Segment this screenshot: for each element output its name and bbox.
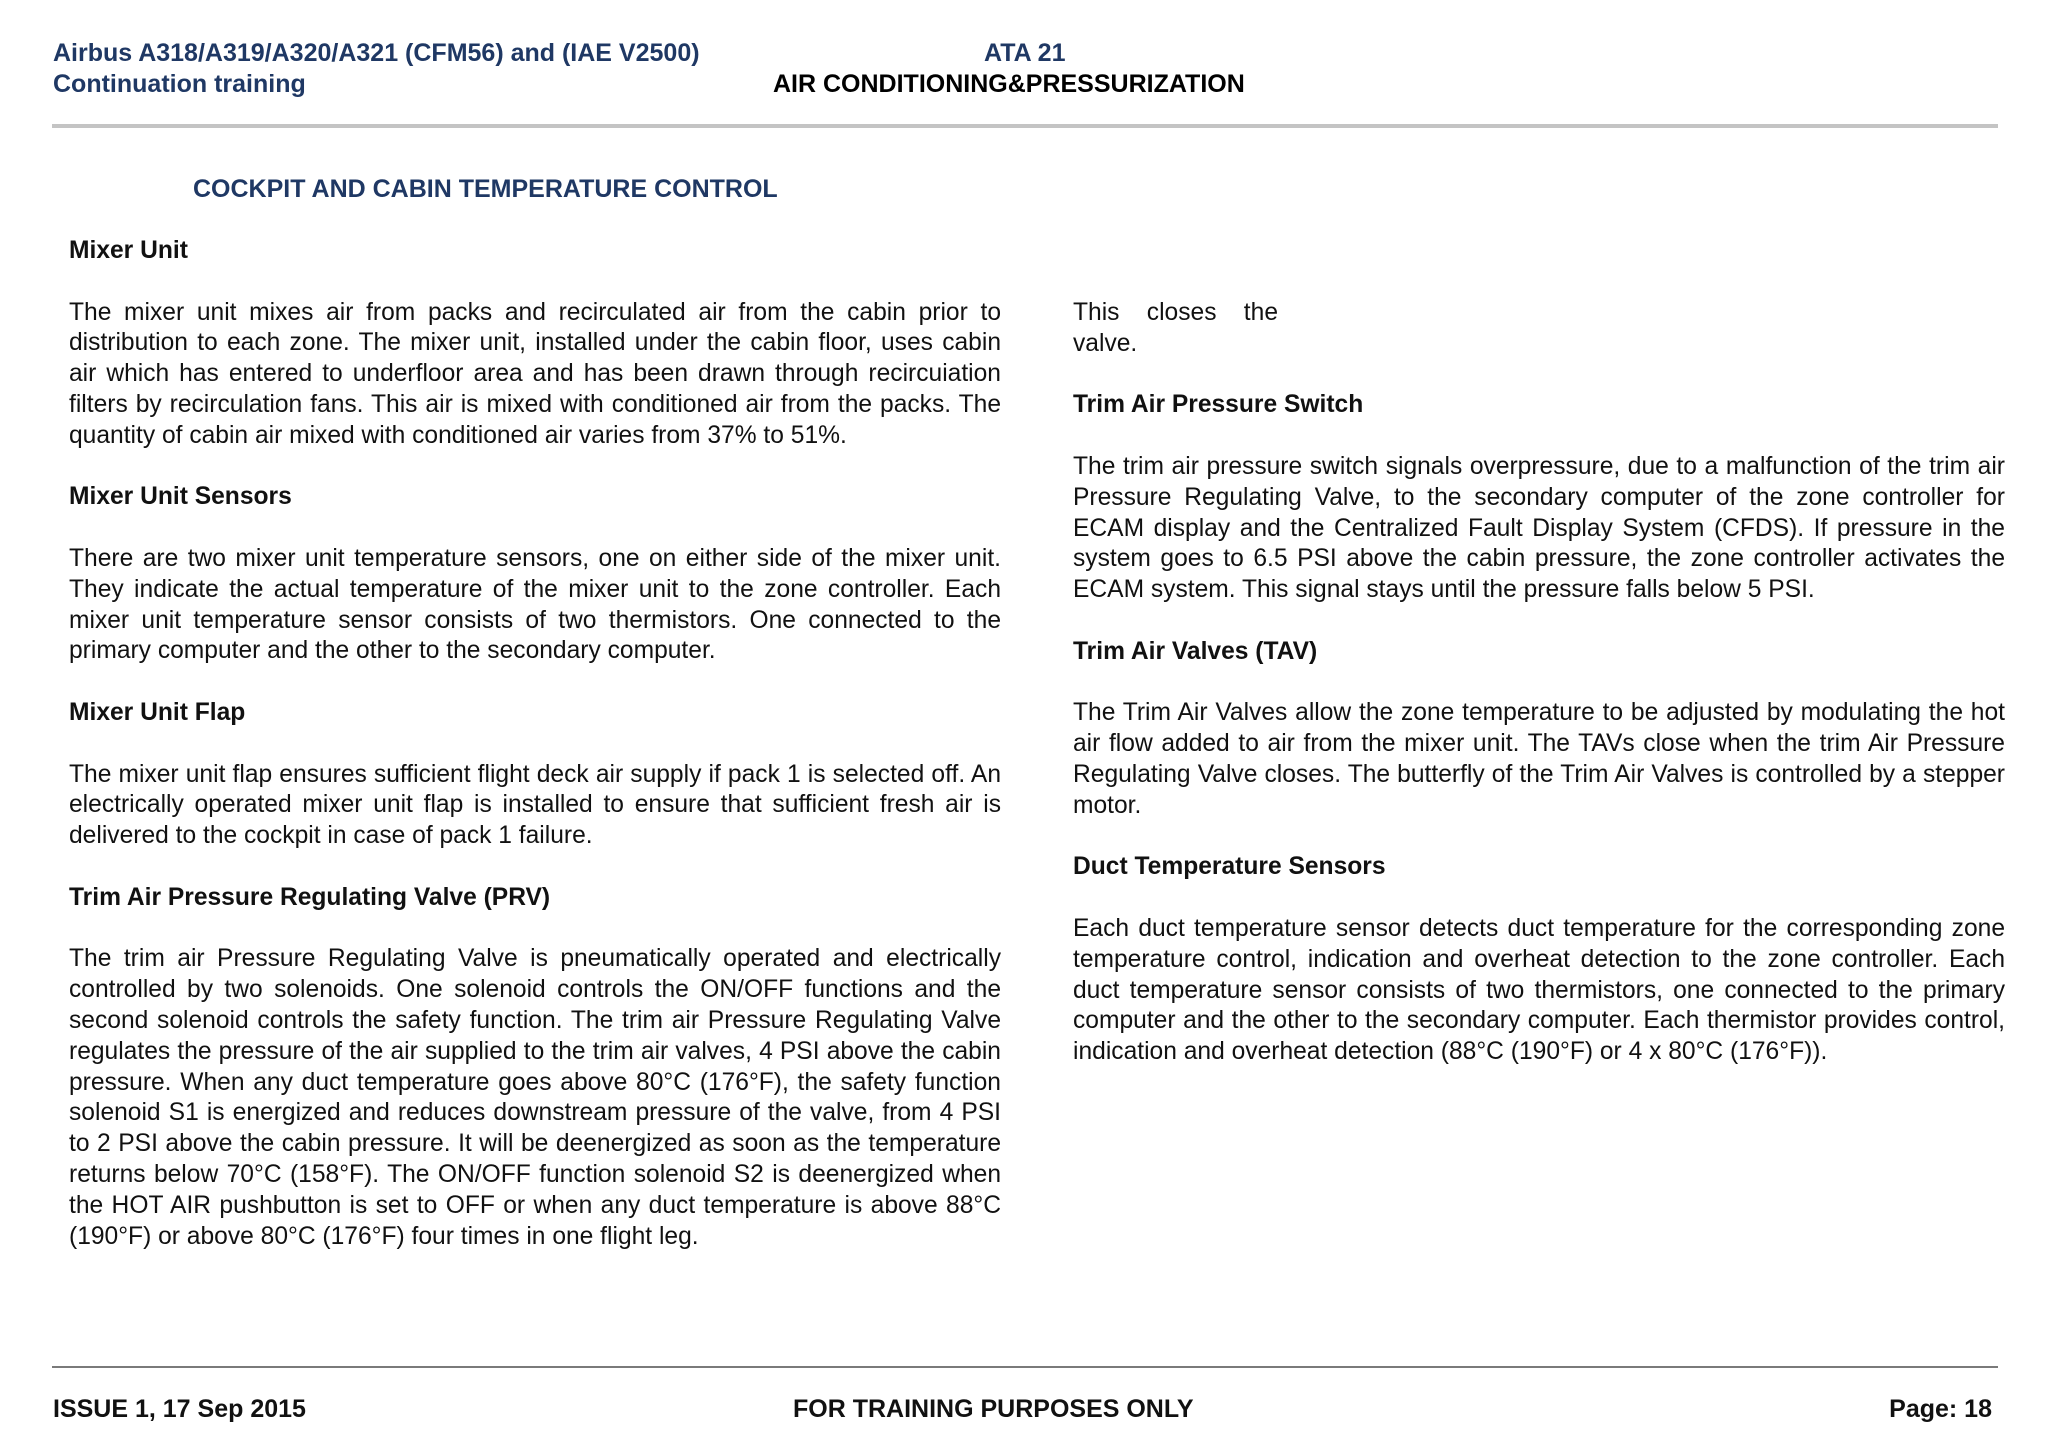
trim-air-prv-text: The trim air Pressure Regulating Valve is pneumatically operated and electrically controlled by two solenoids. One solenoid controls the ON/OFF functions and the second solenoid controls the safety function. The trim air Pressure Regulating Valve regulates the pressure of the air supplied to the trim air valves, 4 PSI above the cabin pressure. When any duct temperature goes above 80°C (176°F), the safety function solenoid S1 is energized and reduces downstream pressure of the valve, from 4 PSI to 2 PSI above the cabin pressure. It will be deenergized as soon as the temperature returns below 70°C (158°F). The ON/OFF function solenoid S2 is deenergized when the HOT AIR pushbutton is set to OFF or when any duct temperature is above 88°C (190°F) or above 80°C (176°F) four times in one flight leg.: [69, 945, 1001, 1250]
mixer-unit-flap-heading: Mixer Unit Flap: [69, 698, 246, 726]
valve-closes-line2: valve.: [1073, 329, 1138, 357]
trim-air-pressure-switch-text: The trim air pressure switch signals overpressure, due to a malfunction of the trim air Pressure Regulating Valve, to the secondary computer of the zone controller for ECAM display and the Centralized Fault Display System (CFDS). If pressure in the system goes to 6.5 PSI above the cabin pressure, the zone controller activates the ECAM system. This signal stays until the pressure falls below 5 PSI.: [1073, 452, 2005, 604]
header-aircraft-title: Airbus A318/A319/A320/A321 (CFM56) and (IAE V2500): [53, 39, 700, 67]
footer-divider: [52, 1366, 1998, 1368]
mixer-unit-heading: Mixer Unit: [69, 237, 188, 264]
duct-temperature-sensors-heading: Duct Temperature Sensors: [1073, 853, 1386, 881]
mixer-unit-text: The mixer unit mixes air from packs and recirculated air from the cabin prior to distribution to each zone. The mixer unit, installed under the cabin floor, uses cabin air which has entered to underfloor area and has been drawn through recircuiation filters by recirculation fans. This air is mixed with conditioned air from the packs. The quantity of cabin air mixed with conditioned air varies from 37% to 51%.: [69, 298, 1001, 449]
valve-closes-line1: This closes the: [1073, 299, 1278, 326]
mixer-unit-sensors-text: There are two mixer unit temperature sensors, one on either side of the mixer unit. They indicate the actual temperature of the mixer unit to the zone controller. Each mixer unit temperature sensor consists of two thermistors. One connected to the primary computer and the other to the secondary computer.: [69, 544, 1001, 665]
right-column: [1073, 298, 2005, 1068]
trim-air-valves-text: The Trim Air Valves allow the zone temperature to be adjusted by modulating the hot air flow added to air from the mixer unit. The TAVs close when the trim Air Pressure Regulating Valve closes. The butterfly of the Trim Air Valves is controlled by a stepper motor.: [1073, 699, 2005, 819]
left-column: [69, 236, 1001, 1252]
duct-temperature-sensors-text: Each duct temperature sensor detects duct temperature for the corresponding zone temperature control, indication and overheat detection to the zone controller. Each duct temperature sensor consists of two thermistors, one connected to the primary computer and the other to the secondary computer. Each thermistor provides control, indication and overheat detection (88°C (190°F) or 4 x 80°C (176°F)).: [1073, 914, 2005, 1066]
header-course-subtitle: Continuation training: [53, 70, 306, 98]
mixer-unit-sensors-heading: Mixer Unit Sensors: [69, 483, 292, 511]
footer-training-notice: FOR TRAINING PURPOSES ONLY: [793, 1395, 1194, 1423]
footer-issue-date: ISSUE 1, 17 Sep 2015: [53, 1395, 306, 1423]
trim-air-prv-heading: Trim Air Pressure Regulating Valve (PRV): [69, 883, 551, 911]
footer-page-number: Page: 18: [1889, 1395, 1992, 1423]
mixer-unit-flap-text: The mixer unit flap ensures sufficient flight deck air supply if pack 1 is selected off. An electrically operated mixer unit flap is installed to ensure that sufficient fresh air is delivered to the cockpit in case of pack 1 failure.: [69, 760, 1001, 850]
trim-air-pressure-switch-heading: Trim Air Pressure Switch: [1073, 391, 1364, 419]
section-title: COCKPIT AND CABIN TEMPERATURE CONTROL: [193, 175, 778, 203]
header-chapter-title: AIR CONDITIONING&PRESSURIZATION: [773, 70, 1245, 98]
header-ata-code: ATA 21: [984, 39, 1066, 67]
valve-closes-continuation: [1073, 298, 1278, 360]
header-divider: [52, 124, 1998, 128]
trim-air-valves-heading: Trim Air Valves (TAV): [1073, 637, 1318, 665]
